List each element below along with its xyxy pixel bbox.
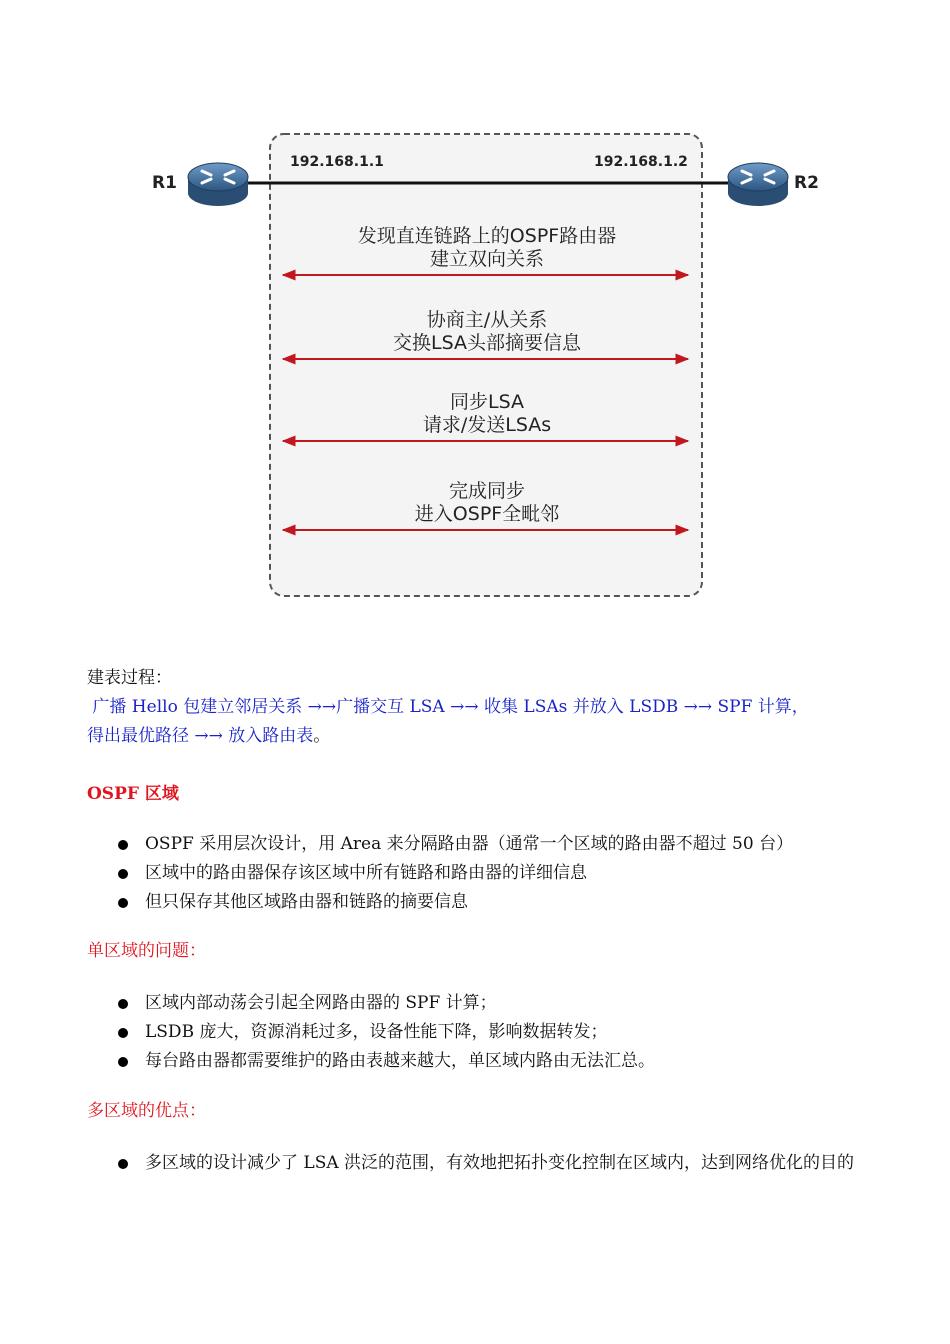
flow-line-1: 广播 Hello 包建立邻居关系 →→广播交互 LSA →→ 收集 LSAs 并放入 LSDB →→ SPF 计算，	[87, 697, 809, 717]
bullet-icon	[118, 999, 128, 1009]
list-item: 每台路由器都需要维护的路由表越来越大，单区域内路由无法汇总。	[118, 1047, 878, 1076]
list-item: OSPF 采用层次设计，用 Area 来分隔路由器（通常一个区域的路由器不超过 50 台）	[118, 830, 878, 859]
adjacency-frame	[270, 134, 702, 596]
list-item: 区域中的路由器保存该区域中所有链路和路由器的详细信息	[118, 859, 878, 888]
router-r1-icon	[188, 163, 248, 206]
list-item: 多区域的设计减少了 LSA 洪泛的范围，有效地把拓扑变化控制在区域内，达到网络优化的目的	[118, 1149, 863, 1178]
ospf-area-list	[118, 830, 878, 917]
router-r2-label: R2	[794, 173, 819, 193]
single-area-heading: 单区域的问题：	[87, 941, 206, 961]
router-r2-icon	[728, 163, 788, 206]
build-process-heading: 建表过程：	[87, 668, 172, 688]
multi-area-heading: 多区域的优点：	[87, 1101, 206, 1121]
single-area-list	[118, 989, 878, 1076]
bullet-icon	[118, 840, 128, 850]
bullet-icon	[118, 1159, 128, 1169]
ospf-adjacency-diagram	[0, 0, 950, 620]
list-item: LSDB 庞大，资源消耗过多，设备性能下降，影响数据转发；	[118, 1018, 878, 1047]
bullet-icon	[118, 869, 128, 879]
flow-end: 。	[313, 726, 331, 746]
build-process-flow	[87, 693, 809, 722]
step-4-line-2: 进入OSPF全毗邻	[414, 503, 560, 525]
list-item: 但只保存其他区域路由器和链路的摘要信息	[118, 888, 878, 917]
flow-line-2: 得出最优路径 →→ 放入路由表	[87, 726, 314, 746]
step-1-line-1: 发现直连链路上的OSPF路由器	[357, 225, 617, 247]
ip-left: 192.168.1.1	[290, 154, 384, 170]
step-2-line-2: 交换LSA头部摘要信息	[393, 332, 581, 354]
bullet-icon	[118, 1057, 128, 1067]
ospf-area-heading: OSPF 区域	[87, 784, 179, 804]
ip-right: 192.168.1.2	[594, 154, 688, 170]
step-4-line-1: 完成同步	[448, 480, 526, 502]
bullet-icon	[118, 898, 128, 908]
step-3-line-1: 同步LSA	[450, 391, 524, 413]
step-2-line-1: 协商主/从关系	[426, 309, 548, 331]
bullet-icon	[118, 1028, 128, 1038]
build-process-flow-2	[87, 722, 330, 751]
step-1-line-2: 建立双向关系	[429, 248, 545, 270]
router-r1-label: R1	[152, 173, 177, 193]
list-item: 区域内部动荡会引起全网路由器的 SPF 计算；	[118, 989, 878, 1018]
step-3-line-2: 请求/发送LSAs	[422, 414, 552, 436]
multi-area-list	[118, 1149, 863, 1178]
